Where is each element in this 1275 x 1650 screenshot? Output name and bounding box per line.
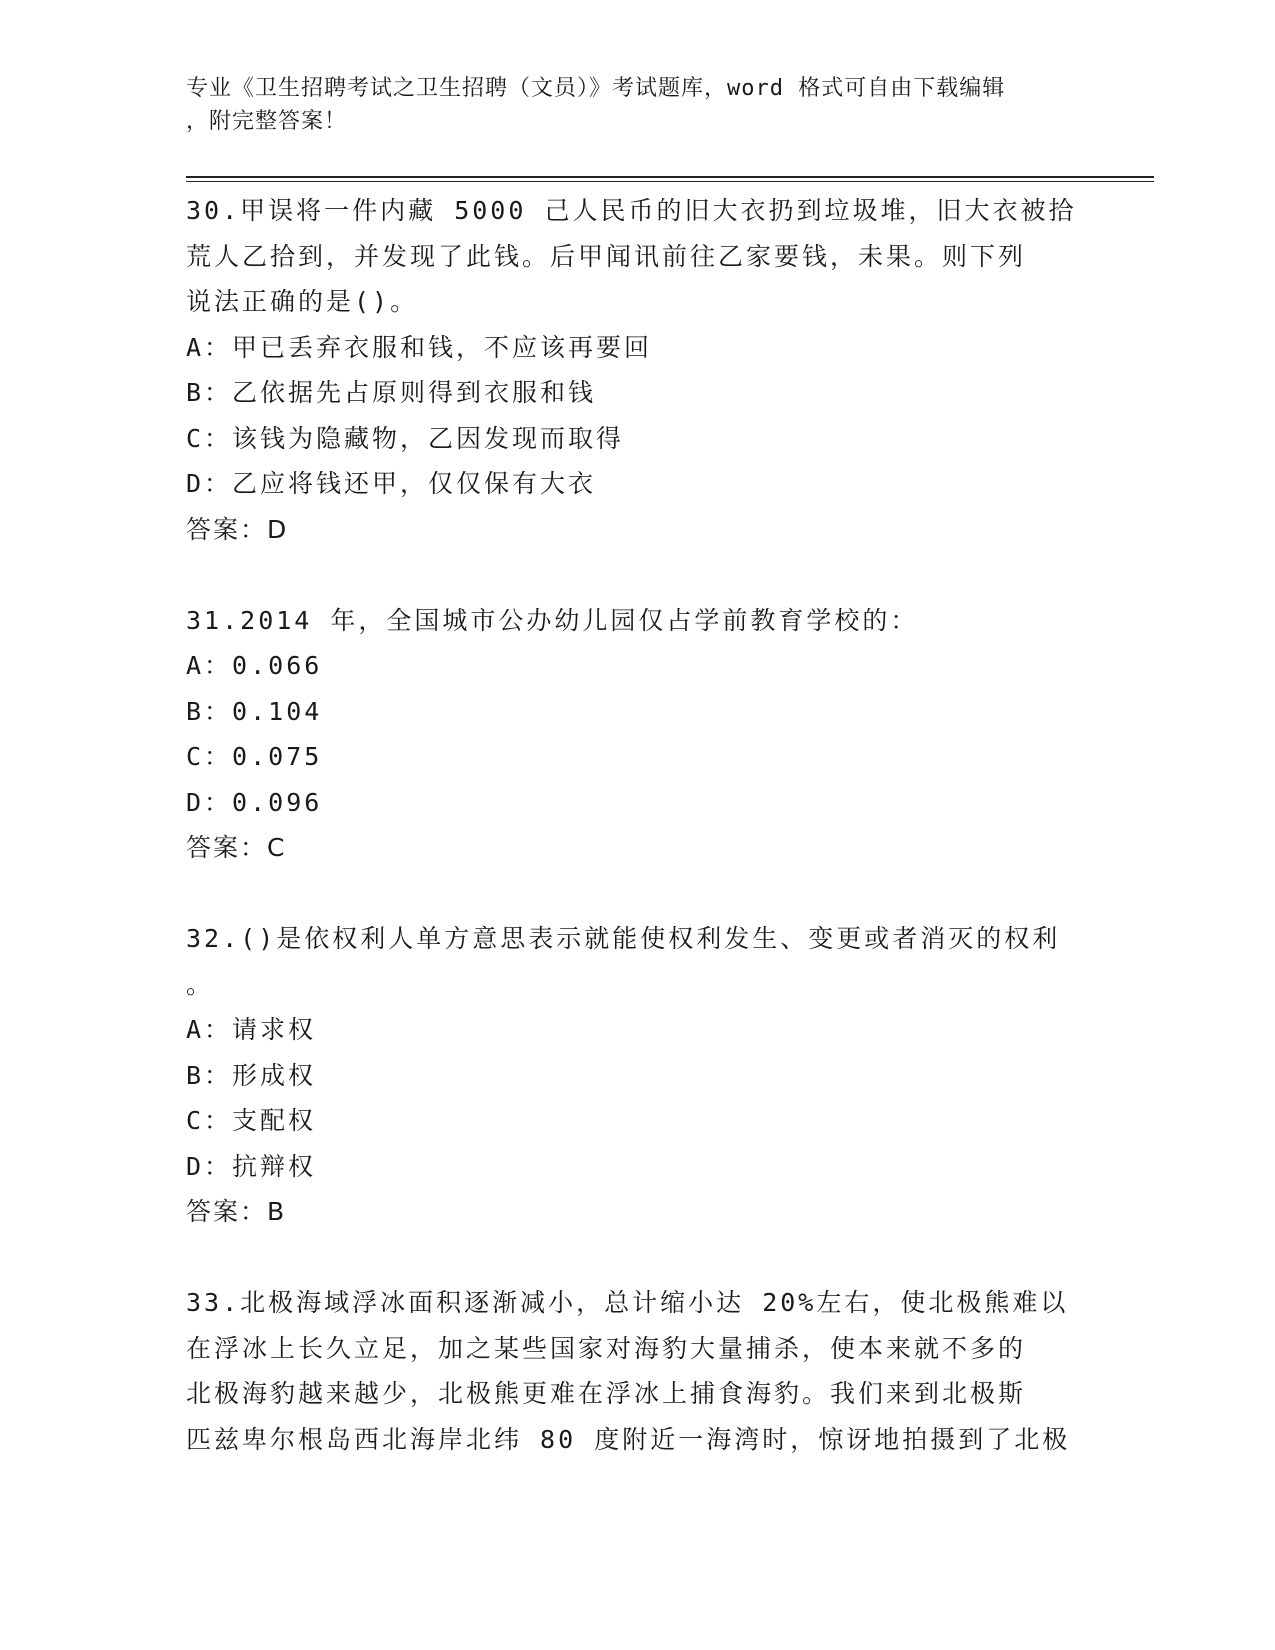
option-a: A：请求权: [186, 1015, 317, 1044]
answer-line: 答案：C: [186, 833, 287, 862]
question-stem-line: 32.()是依权利人单方意思表示就能使权利发生、变更或者消灭的权利: [186, 924, 1061, 953]
option-d: D：乙应将钱还甲，仅仅保有大衣: [186, 469, 597, 498]
header-divider: [186, 181, 1154, 182]
question-stem-line: 北极海豹越来越少，北极熊更难在浮冰上捕食海豹。我们来到北极斯: [186, 1379, 1027, 1408]
answer-line: 答案：D: [186, 514, 289, 544]
document-header: [186, 72, 1066, 138]
answer-line: 答案：B: [186, 1197, 287, 1226]
question-stem-line: 说法正确的是()。: [186, 287, 419, 316]
spacer: [186, 1235, 1086, 1281]
question-list: [186, 188, 1086, 1462]
question-30: [186, 188, 1086, 552]
question-stem-line: 荒人乙拾到，并发现了此钱。后甲闻讯前往乙家要钱，未果。则下列: [186, 241, 1027, 271]
spacer: [186, 871, 1086, 917]
option-a: A：0.066: [186, 651, 323, 680]
option-c: C：该钱为隐藏物，乙因发现而取得: [186, 423, 625, 453]
question-stem-line: 匹兹卑尔根岛西北海岸北纬 80 度附近一海湾时，惊讶地拍摄到了北极: [186, 1424, 1071, 1454]
question-stem-line: 。: [186, 969, 215, 999]
question-32: [186, 916, 1086, 1235]
question-31: [186, 598, 1086, 871]
option-c: C：支配权: [186, 1106, 317, 1135]
option-d: D：抗辩权: [186, 1151, 317, 1181]
option-c: C：0.075: [186, 742, 323, 771]
header-divider: [186, 176, 1154, 178]
question-stem-line: 33.北极海域浮冰面积逐渐减小，总计缩小达 20%左右，使北极熊难以: [186, 1288, 1069, 1317]
option-d: D：0.096: [186, 787, 323, 817]
question-stem-line: 在浮冰上长久立足，加之某些国家对海豹大量捕杀，使本来就不多的: [186, 1333, 1027, 1363]
option-b: B：形成权: [186, 1060, 317, 1090]
header-line: 专业《卫生招聘考试之卫生招聘（文员）》考试题库，word 格式可自由下载编辑: [186, 76, 1006, 101]
option-b: B：乙依据先占原则得到衣服和钱: [186, 378, 597, 407]
header-line: ，附完整答案！: [186, 109, 348, 134]
spacer: [186, 552, 1086, 598]
question-stem-line: 31.2014 年，全国城市公办幼儿园仅占学前教育学校的：: [186, 605, 919, 635]
question-33: [186, 1280, 1086, 1462]
question-stem-line: 30.甲误将一件内藏 5000 己人民币的旧大衣扔到垃圾堆，旧大衣被拾: [186, 196, 1077, 225]
option-a: A：甲已丢弃衣服和钱，不应该再要回: [186, 332, 653, 362]
option-b: B：0.104: [186, 696, 323, 726]
